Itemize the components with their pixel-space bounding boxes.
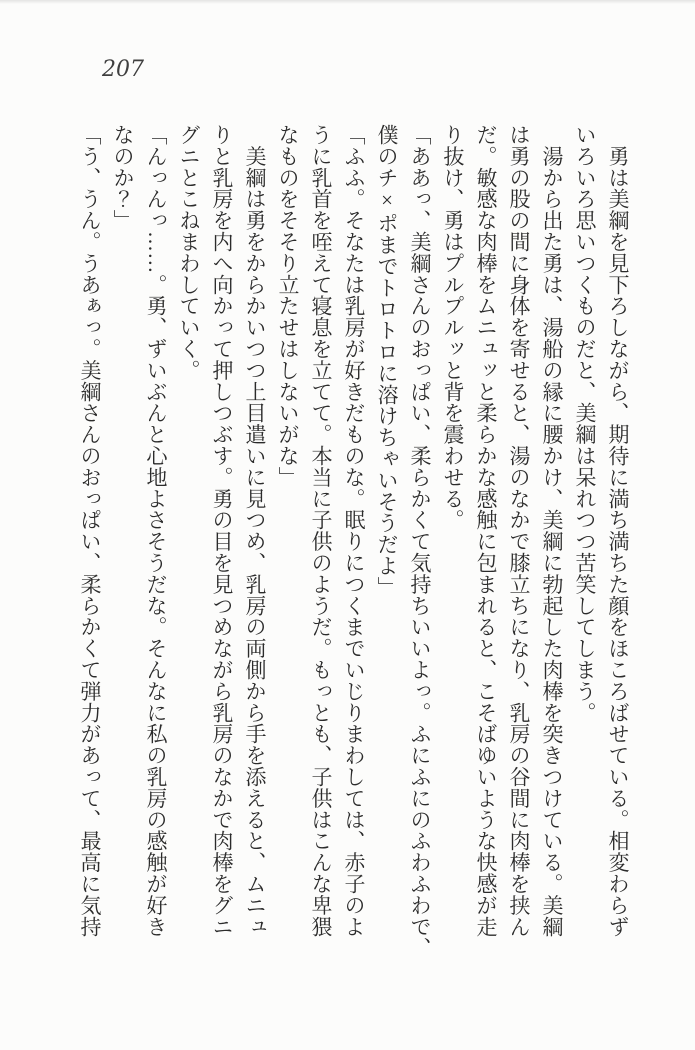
text-column: 湯から出た勇は、湯船の縁に腰かけ、美綱に勃起した肉棒を突きつけている。美綱 [540,124,564,938]
text-column: り抜け、勇はプルプルッと背を震わせる。 [441,124,465,531]
text-column: なものをそそり立たせはしないがな」 [276,124,300,488]
page-number: 207 [102,57,144,82]
text-column: うに乳首を咥えて寝息を立てて。本当に子供のようだ。もっとも、子供はこんな卑猥 [309,124,333,938]
text-column: 「んっんっ……。勇、ずいぶんと心地よさそうだな。そんなに私の乳房の感触が好き [144,124,168,938]
text-column: 美綱は勇をからかいつつ上目遣いに見つめ、乳房の両側から手を添えると、ムニュ [243,124,267,938]
text-column: りと乳房を内へ向かって押しつぶす。勇の目を見つめながら乳房のなかで肉棒をグニ [210,124,234,938]
text-column: なのか？」 [111,124,135,231]
text-column: 僕のチ×ポまでトロトロに溶けちゃいそうだよ」 [375,124,399,598]
vertical-text-block [73,124,634,959]
text-column: グニとこねまわしていく。 [177,124,201,381]
text-column: 勇は美綱を見下ろしながら、期待に満ち満ちた顔をほころばせている。相変わらず [606,124,630,938]
text-column: いろいろ思いつくものだと、美綱は呆れつつ苦笑してしまう。 [573,124,597,724]
text-column: 「ああっ、美綱さんのおっぱい、柔らかくて気持ちいいよっ。ふにふにのふわふわで、 [408,124,432,959]
text-column: は勇の股の間に身体を寄せると、湯のなかで膝立ちになり、乳房の谷間に肉棒を挟ん [507,124,531,938]
text-column: だ。敏感な肉棒をムニュッと柔らかな感触に包まれると、こそばゆいような快感が走 [474,124,498,938]
text-column: 「ふふ。そなたは乳房が好きだものな。眠りにつくまでいじりまわしては、赤子のよ [342,124,366,938]
text-column: 「う、うん。うあぁっ。美綱さんのおっぱい、柔らかくて弾力があって、最高に気持 [78,124,102,938]
